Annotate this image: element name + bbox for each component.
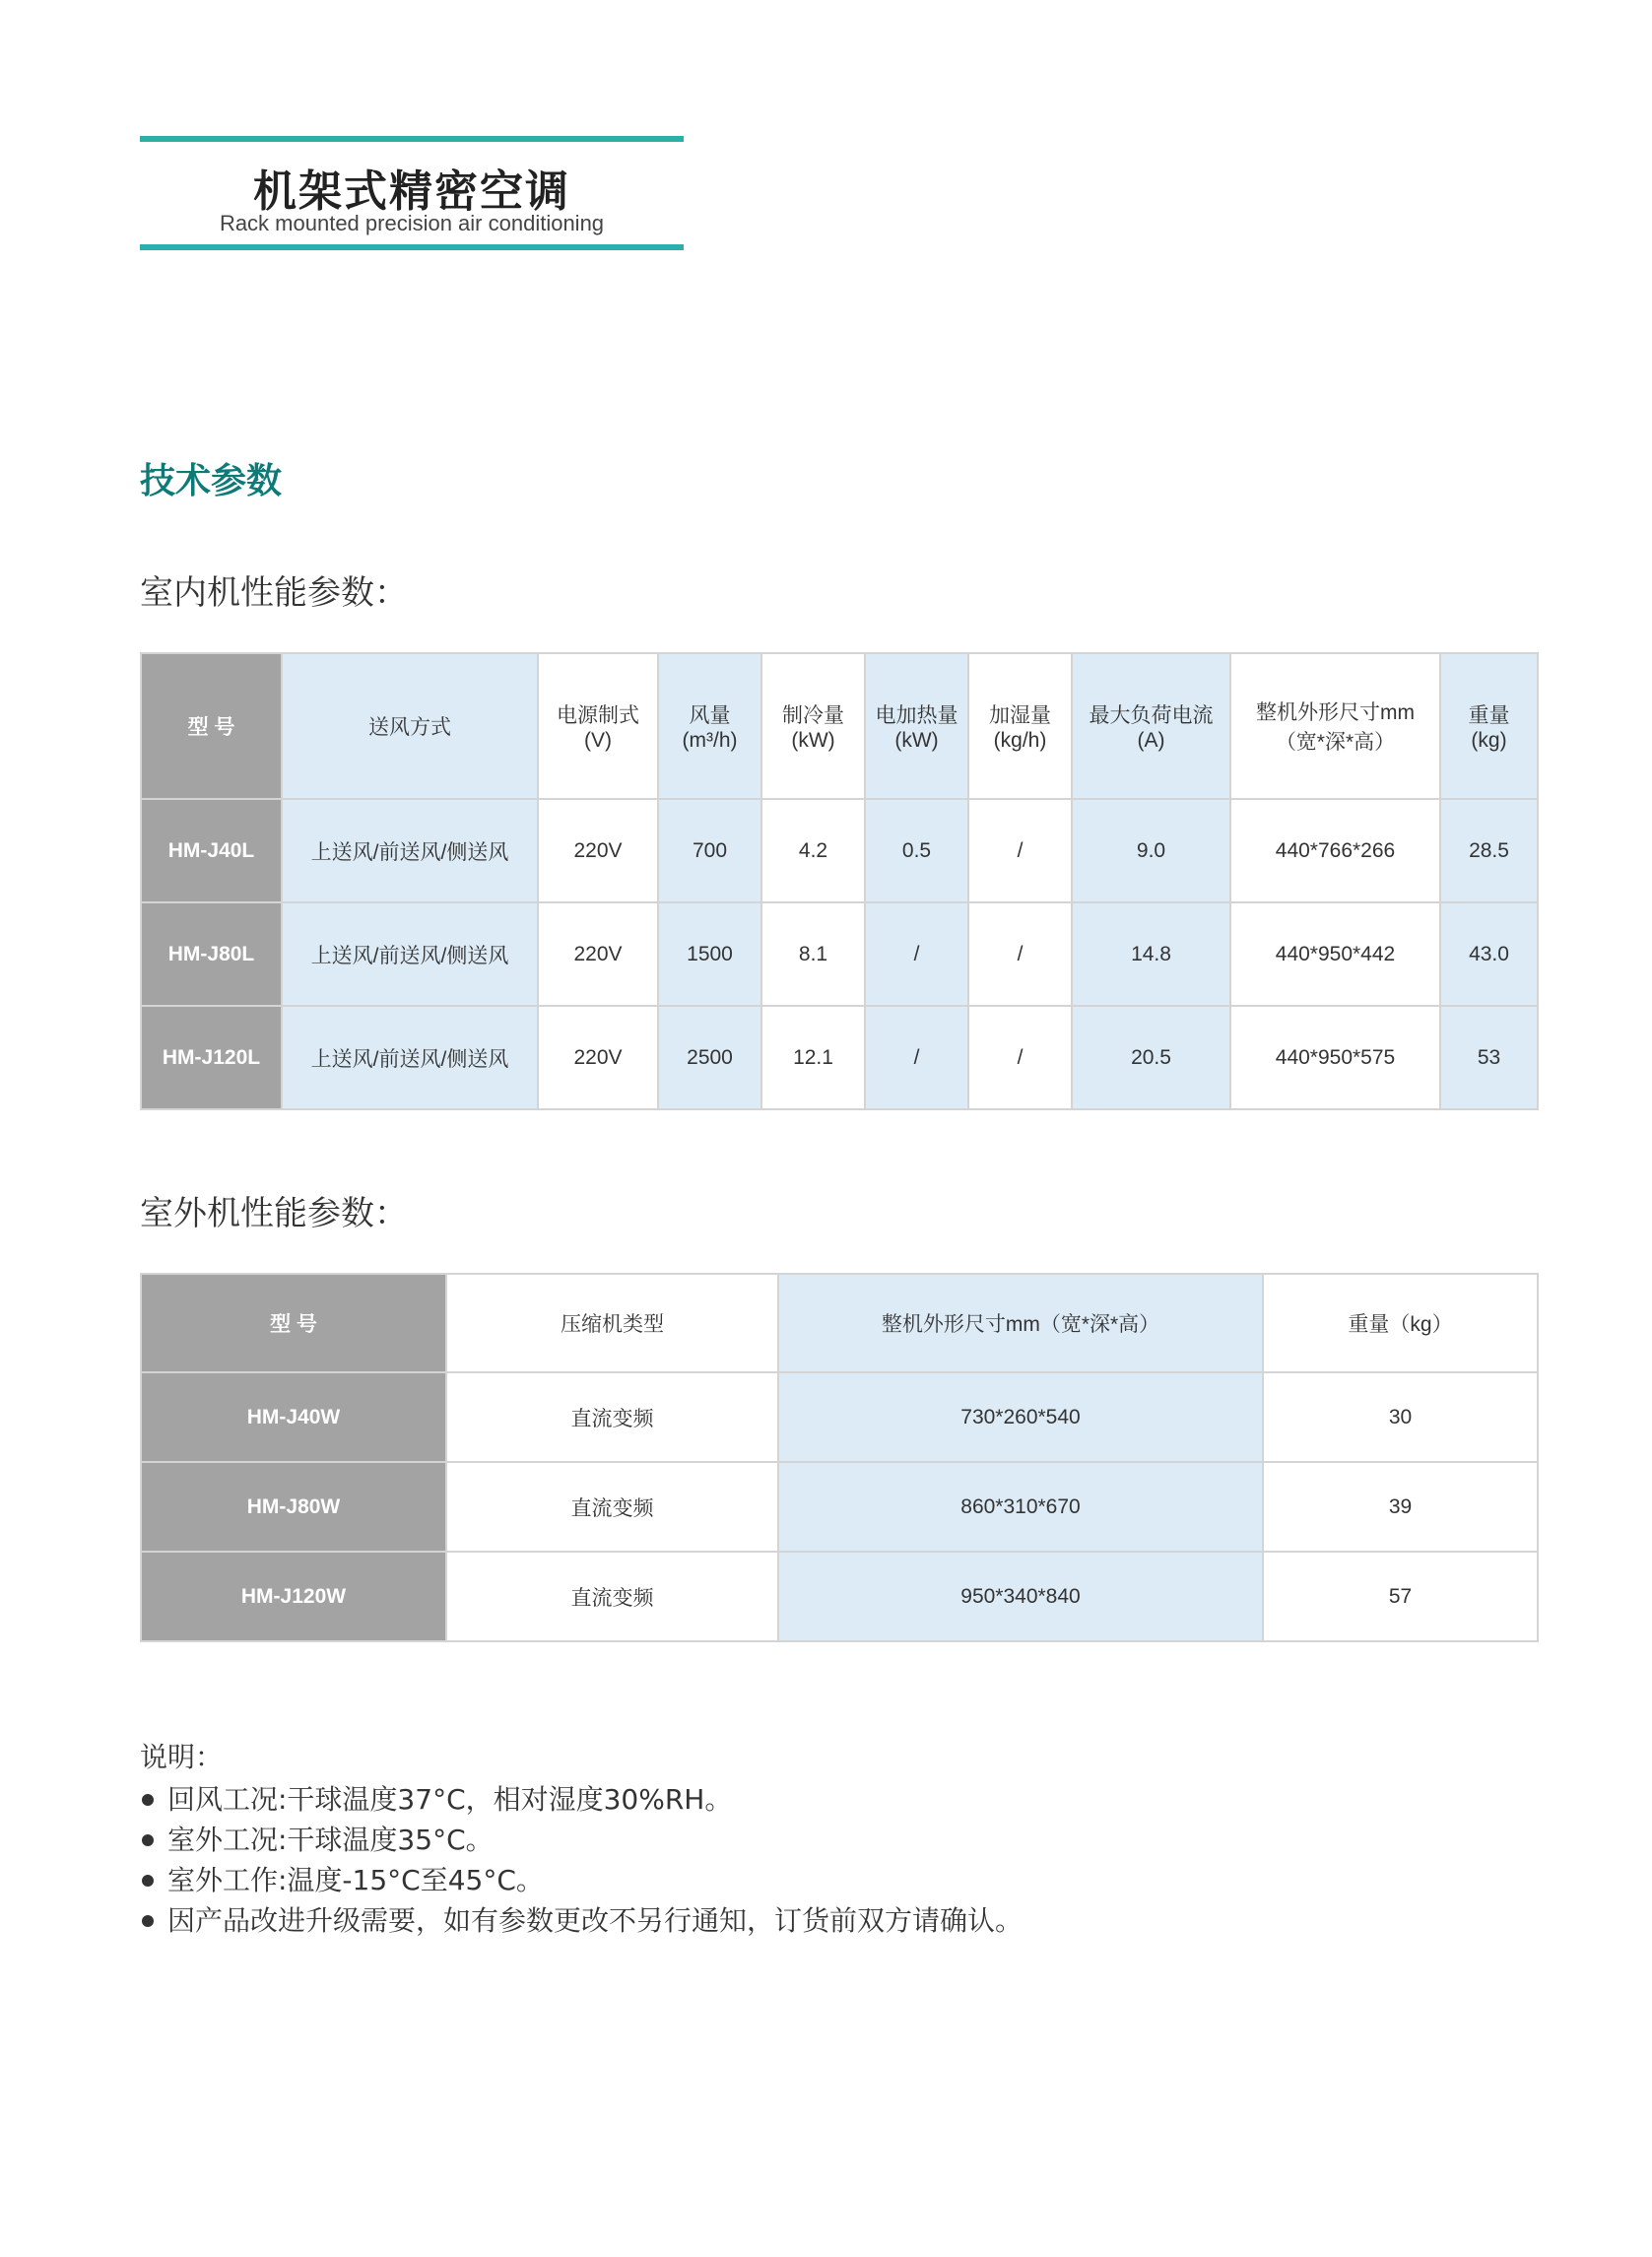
table-row [141,799,1538,902]
table-row [141,1462,1538,1552]
table-cell: 730*260*540 [778,1372,1263,1462]
section-title: 技术参数 [140,461,283,501]
notes-list [140,1779,1023,1941]
list-item: 回风工况:干球温度37°C，相对湿度30%RH。 [140,1779,1023,1820]
model-cell: HM-J80W [141,1462,446,1552]
indoor-header-cell: 风量 (m³/h) [658,653,761,799]
table-cell: 440*766*266 [1230,799,1440,902]
page-subtitle-en: Rack mounted precision air conditioning [219,211,605,235]
indoor-header-cell: 型 号 [141,653,282,799]
table-cell: 53 [1440,1006,1538,1109]
outdoor-header-cell: 整机外形尺寸mm（宽*深*高） [778,1274,1263,1372]
list-item: 室外工作:温度-15°C至45°C。 [140,1860,1023,1900]
outdoor-header-cell: 重量（kg） [1263,1274,1538,1372]
model-cell: HM-J80L [141,902,282,1006]
table-cell: 28.5 [1440,799,1538,902]
indoor-header-cell: 电加热量 (kW) [865,653,968,799]
outdoor-subtitle: 室外机性能参数： [140,1194,408,1233]
table-cell: 700 [658,799,761,902]
indoor-header-cell: 加湿量 (kg/h) [968,653,1072,799]
outdoor-spec-table [140,1273,1539,1642]
list-item: 室外工况:干球温度35°C。 [140,1820,1023,1860]
table-cell: 14.8 [1072,902,1230,1006]
list-item: 因产品改进升级需要，如有参数更改不另行通知，订货前双方请确认。 [140,1900,1023,1941]
table-cell: / [865,1006,968,1109]
indoor-header-row [141,653,1538,799]
indoor-spec-table [140,652,1539,1110]
table-cell: 220V [538,1006,658,1109]
bullet-icon [142,1794,154,1806]
table-cell: 860*310*670 [778,1462,1263,1552]
model-cell: HM-J120L [141,1006,282,1109]
table-cell: / [968,799,1072,902]
table-cell: 1500 [658,902,761,1006]
outdoor-header-cell: 型 号 [141,1274,446,1372]
bullet-icon [142,1834,154,1846]
table-cell: 950*340*840 [778,1552,1263,1641]
bullet-icon [142,1875,154,1887]
table-cell: 4.2 [761,799,865,902]
table-cell: 30 [1263,1372,1538,1462]
table-cell: 上送风/前送风/侧送风 [282,902,538,1006]
indoor-header-cell: 电源制式 (V) [538,653,658,799]
table-cell: 440*950*575 [1230,1006,1440,1109]
table-cell: 440*950*442 [1230,902,1440,1006]
outdoor-header-row [141,1274,1538,1372]
notes-heading: 说明： [140,1741,224,1773]
table-cell: 220V [538,799,658,902]
table-cell: 直流变频 [446,1552,778,1641]
indoor-header-cell: 最大负荷电流 (A) [1072,653,1230,799]
table-cell: 57 [1263,1552,1538,1641]
notes [140,1736,1023,1941]
table-cell: / [968,902,1072,1006]
title-block [140,136,684,252]
table-cell: 2500 [658,1006,761,1109]
table-cell: 43.0 [1440,902,1538,1006]
table-row [141,1552,1538,1641]
indoor-header-cell: 送风方式 [282,653,538,799]
title-top-rule [140,136,684,142]
page-title: 机架式精密空调 [253,166,570,217]
outdoor-header-cell: 压缩机类型 [446,1274,778,1372]
table-cell: / [968,1006,1072,1109]
table-cell: 直流变频 [446,1372,778,1462]
table-row [141,1006,1538,1109]
table-cell: 9.0 [1072,799,1230,902]
table-cell: 220V [538,902,658,1006]
table-cell: 上送风/前送风/侧送风 [282,1006,538,1109]
indoor-subtitle: 室内机性能参数： [140,573,408,613]
table-cell: 8.1 [761,902,865,1006]
indoor-header-cell: 重量 (kg) [1440,653,1538,799]
table-cell: 39 [1263,1462,1538,1552]
title-bottom-rule [140,244,684,250]
table-row [141,902,1538,1006]
indoor-header-cell: 制冷量 (kW) [761,653,865,799]
indoor-header-cell: 整机外形尺寸mm （宽*深*高） [1230,653,1440,799]
table-cell: 20.5 [1072,1006,1230,1109]
table-cell: 上送风/前送风/侧送风 [282,799,538,902]
table-cell: 0.5 [865,799,968,902]
bullet-icon [142,1915,154,1927]
model-cell: HM-J40W [141,1372,446,1462]
table-cell: / [865,902,968,1006]
model-cell: HM-J40L [141,799,282,902]
table-cell: 12.1 [761,1006,865,1109]
table-cell: 直流变频 [446,1462,778,1552]
table-row [141,1372,1538,1462]
model-cell: HM-J120W [141,1552,446,1641]
